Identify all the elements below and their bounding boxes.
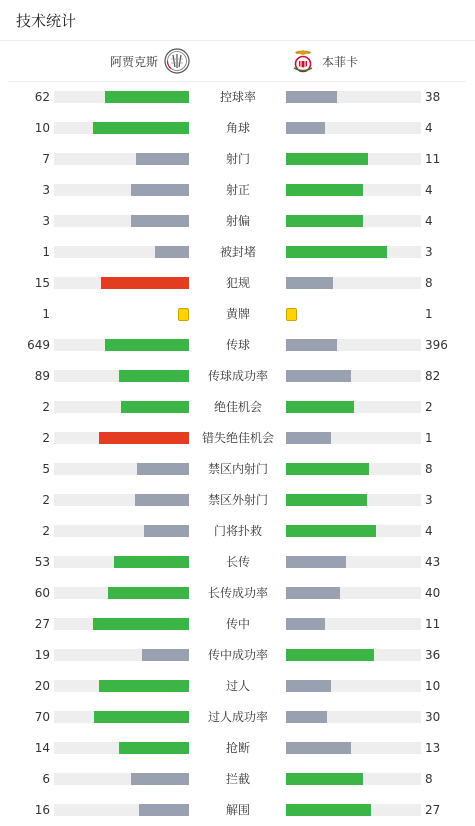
stat-row [0, 113, 475, 144]
away-value: 4 [425, 524, 433, 538]
home-value: 27 [34, 617, 50, 631]
stat-label: 长传成功率 [207, 586, 268, 600]
away-bar-track [286, 215, 421, 227]
away-bar-fill [286, 432, 331, 444]
home-value: 16 [34, 803, 50, 817]
home-value: 19 [34, 648, 50, 662]
home-bar-fill [99, 432, 189, 444]
teams-header [8, 41, 466, 82]
away-value: 82 [425, 369, 441, 383]
home-team[interactable] [110, 47, 190, 75]
home-bar-fill [99, 680, 189, 692]
home-bar-fill [135, 494, 189, 506]
away-bar-fill [286, 122, 325, 134]
away-value: 10 [425, 679, 441, 693]
away-value: 4 [425, 121, 433, 135]
home-bar-track [54, 184, 189, 196]
away-bar-fill [286, 773, 363, 785]
away-value: 3 [425, 493, 433, 507]
stat-row [0, 206, 475, 237]
away-bar-track [286, 432, 421, 444]
home-value: 10 [34, 121, 50, 135]
away-bar-track [286, 618, 421, 630]
home-bar-fill [114, 556, 189, 568]
home-bar-fill [119, 370, 189, 382]
away-value: 4 [425, 183, 433, 197]
home-bar-track [54, 246, 189, 258]
stat-row [0, 423, 475, 454]
home-value: 2 [42, 431, 50, 445]
home-value: 14 [34, 741, 50, 755]
stat-row [0, 764, 475, 795]
stat-label: 传球成功率 [207, 369, 268, 383]
away-bar-fill [286, 370, 351, 382]
home-value: 5 [42, 462, 50, 476]
stat-row [0, 578, 475, 609]
away-bar-fill [286, 556, 346, 568]
home-value: 70 [34, 710, 50, 724]
away-bar-fill [286, 91, 337, 103]
stat-row [0, 640, 475, 671]
stat-label: 角球 [225, 121, 250, 135]
home-bar-fill [105, 339, 189, 351]
away-bar-track [286, 556, 421, 568]
stat-row [0, 454, 475, 485]
away-bar-fill [286, 587, 340, 599]
home-bar-track [54, 804, 189, 816]
stat-label: 控球率 [219, 90, 256, 104]
away-value: 13 [425, 741, 441, 755]
stat-label: 射门 [225, 152, 250, 166]
away-value: 8 [425, 772, 433, 786]
home-value: 7 [42, 152, 50, 166]
away-bar-fill [286, 277, 333, 289]
yellow-card-icon [286, 308, 297, 321]
ajax-crest-icon [164, 48, 190, 74]
home-bar-track [54, 432, 189, 444]
away-bar-fill [286, 401, 354, 413]
away-bar-fill [286, 246, 387, 258]
stat-row [0, 702, 475, 733]
home-bar-track [54, 680, 189, 692]
home-bar-track [54, 122, 189, 134]
stat-label: 抢断 [225, 741, 250, 755]
away-value: 8 [425, 276, 433, 290]
away-value: 38 [425, 90, 441, 104]
away-value: 11 [425, 617, 441, 631]
stat-row [0, 144, 475, 175]
stat-row [0, 82, 475, 113]
stat-row [0, 392, 475, 423]
home-value: 6 [42, 772, 50, 786]
stat-row [0, 671, 475, 702]
home-value: 60 [34, 586, 50, 600]
stat-label: 长传 [225, 555, 250, 569]
away-bar-fill [286, 804, 371, 816]
home-value: 1 [42, 307, 50, 321]
home-bar-track [54, 401, 189, 413]
away-value: 11 [425, 152, 441, 166]
home-bar-track [54, 649, 189, 661]
away-value: 2 [425, 400, 433, 414]
away-bar-track [286, 153, 421, 165]
away-value: 1 [425, 307, 433, 321]
away-value: 3 [425, 245, 433, 259]
stat-label: 错失绝佳机会 [201, 431, 274, 445]
home-bar-track [54, 525, 189, 537]
away-value: 396 [425, 338, 448, 352]
home-bar-track [54, 339, 189, 351]
stat-row [0, 175, 475, 206]
home-bar-track [54, 556, 189, 568]
away-bar-track [286, 122, 421, 134]
away-bar-track [286, 246, 421, 258]
home-bar-fill [93, 618, 189, 630]
away-bar-fill [286, 339, 337, 351]
away-bar-fill [286, 525, 376, 537]
home-value: 53 [34, 555, 50, 569]
home-value: 1 [42, 245, 50, 259]
away-bar-track [286, 742, 421, 754]
stat-label: 禁区内射门 [207, 462, 268, 476]
away-bar-track [286, 370, 421, 382]
home-value: 3 [42, 183, 50, 197]
away-bar-track [286, 494, 421, 506]
home-bar-fill [94, 711, 189, 723]
header [0, 0, 475, 41]
home-bar-fill [108, 587, 189, 599]
away-bar-fill [286, 711, 327, 723]
stat-row [0, 609, 475, 640]
stat-row [0, 237, 475, 268]
stat-label: 传中 [225, 617, 250, 631]
home-bar-track [54, 91, 189, 103]
home-bar-track [54, 153, 189, 165]
stat-row [0, 547, 475, 578]
away-bar-fill [286, 215, 363, 227]
stat-row [0, 361, 475, 392]
home-value: 89 [34, 369, 50, 383]
stat-row [0, 733, 475, 764]
away-value: 27 [425, 803, 441, 817]
away-value: 30 [425, 710, 441, 724]
stat-label: 被封堵 [219, 245, 256, 259]
away-bar-track [286, 804, 421, 816]
away-bar-track [286, 680, 421, 692]
home-bar-track [54, 215, 189, 227]
home-bar-fill [121, 401, 189, 413]
home-value: 649 [27, 338, 50, 352]
stat-label: 黄牌 [225, 307, 250, 321]
home-bar-track [54, 618, 189, 630]
stat-row [0, 299, 475, 330]
stat-label: 射正 [225, 183, 250, 197]
home-bar-fill [137, 463, 189, 475]
stat-label: 过人成功率 [207, 710, 268, 724]
stat-label: 解围 [225, 803, 250, 817]
home-bar-track [54, 587, 189, 599]
away-value: 43 [425, 555, 441, 569]
home-bar-track [54, 370, 189, 382]
stat-row [0, 330, 475, 361]
home-value: 20 [34, 679, 50, 693]
away-value: 8 [425, 462, 433, 476]
home-team-name: 阿贾克斯 [109, 54, 158, 69]
yellow-card-icon [178, 308, 189, 321]
home-bar-track [54, 494, 189, 506]
away-value: 4 [425, 214, 433, 228]
away-bar-track [286, 401, 421, 413]
home-bar-fill [119, 742, 189, 754]
away-bar-track [286, 463, 421, 475]
home-value: 2 [42, 524, 50, 538]
home-bar-fill [131, 773, 189, 785]
home-bar-fill [101, 277, 189, 289]
stat-label: 禁区外射门 [207, 493, 268, 507]
page-title: 技术统计 [16, 12, 77, 30]
away-bar-track [286, 91, 421, 103]
home-value: 2 [42, 400, 50, 414]
home-value: 15 [34, 276, 50, 290]
stat-row [0, 268, 475, 299]
home-bar-fill [93, 122, 189, 134]
home-bar-track [54, 463, 189, 475]
away-value: 40 [425, 586, 441, 600]
away-bar-fill [286, 463, 369, 475]
home-bar-fill [136, 153, 189, 165]
home-bar-track [54, 773, 189, 785]
home-bar-fill [142, 649, 189, 661]
home-value: 62 [34, 90, 50, 104]
home-bar-fill [131, 184, 189, 196]
benfica-crest-icon [290, 48, 316, 74]
away-bar-track [286, 339, 421, 351]
home-bar-track [54, 277, 189, 289]
home-bar-fill [139, 804, 189, 816]
away-bar-fill [286, 184, 363, 196]
stat-label: 绝佳机会 [213, 400, 262, 414]
away-bar-track [286, 773, 421, 785]
away-bar-track [286, 649, 421, 661]
home-bar-fill [105, 91, 189, 103]
away-bar-track [286, 711, 421, 723]
home-value: 2 [42, 493, 50, 507]
away-bar-fill [286, 649, 374, 661]
away-bar-fill [286, 742, 351, 754]
away-bar-fill [286, 680, 331, 692]
away-bar-track [286, 525, 421, 537]
stat-row [0, 795, 475, 826]
stat-label: 射偏 [225, 214, 250, 228]
stat-label: 拦截 [225, 772, 250, 786]
stats-list [0, 82, 475, 826]
stat-label: 传中成功率 [207, 648, 268, 662]
away-bar-fill [286, 494, 367, 506]
stat-row [0, 485, 475, 516]
stat-label: 门将扑救 [213, 524, 262, 538]
home-bar-track [54, 711, 189, 723]
stat-label: 过人 [225, 679, 250, 693]
stat-label: 传球 [225, 338, 250, 352]
away-team[interactable] [290, 47, 358, 75]
home-bar-fill [144, 525, 189, 537]
away-bar-fill [286, 153, 368, 165]
away-value: 36 [425, 648, 441, 662]
home-bar-fill [131, 215, 189, 227]
away-bar-track [286, 184, 421, 196]
away-bar-track [286, 587, 421, 599]
home-value: 3 [42, 214, 50, 228]
stat-label: 犯规 [225, 276, 250, 290]
stat-row [0, 516, 475, 547]
away-value: 1 [425, 431, 433, 445]
home-bar-track [54, 742, 189, 754]
away-bar-fill [286, 618, 325, 630]
home-bar-fill [155, 246, 189, 258]
away-team-name: 本菲卡 [322, 54, 359, 69]
away-bar-track [286, 277, 421, 289]
